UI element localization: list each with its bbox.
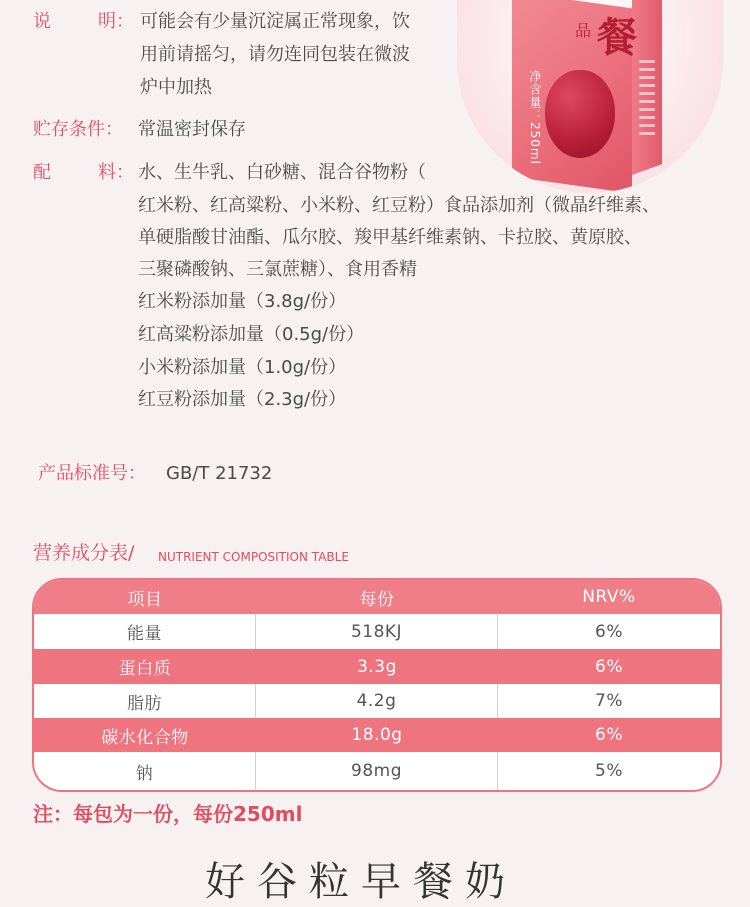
table-cell: 6%: [595, 725, 623, 745]
ingredients-line: 红高粱粉添加量（0.5g/份）: [138, 324, 365, 345]
carton-fine-print: [639, 60, 655, 140]
table-cell: 3.3g: [357, 656, 397, 677]
table-cell: 碳水化合物: [101, 727, 189, 748]
nutrition-table: [32, 578, 722, 792]
table-row: [34, 718, 720, 752]
table-cell: 钠: [34, 752, 256, 790]
standard-label: 产品标准号：: [38, 463, 146, 484]
storage-value: 常温密封保存: [138, 119, 246, 140]
ingredients-label-1: 配: [33, 162, 51, 183]
table-cell: 7%: [595, 691, 623, 711]
table-cell: 4.2g: [256, 684, 498, 718]
carton-brand-char: 餐: [597, 14, 637, 61]
table-cell: 能量: [34, 614, 256, 649]
table-cell: 5%: [595, 761, 623, 781]
description-label-2: 明：: [98, 11, 134, 32]
table-cell: 蛋白质: [118, 659, 172, 679]
table-row: [34, 649, 720, 684]
carton-volume-text: 净含量：250ml: [528, 70, 542, 165]
standard-value: GB/T 21732: [166, 463, 273, 484]
nutrition-title-cn: 营养成分表/: [33, 542, 135, 564]
table-row: [34, 684, 720, 718]
ingredients-line: 水、生牛乳、白砂糖、混合谷物粉（: [138, 162, 426, 183]
table-header-row: [34, 580, 720, 614]
product-image: [457, 0, 723, 193]
table-cell: 6%: [595, 621, 623, 642]
ingredients-label-2: 料：: [98, 162, 134, 183]
storage-label: 贮存条件：: [33, 119, 123, 140]
table-row: [34, 614, 720, 649]
table-header-cell: NRV%: [582, 587, 636, 607]
ingredients-line: 三聚磷酸钠、三氯蔗糖）、食用香精: [138, 259, 417, 280]
ingredients-line: 小米粉添加量（1.0g/份）: [138, 357, 347, 378]
description-line: 用前请摇匀，请勿连同包装在微波: [140, 44, 410, 65]
description-line: 炉中加热: [140, 77, 212, 98]
table-header-cell: 项目: [127, 589, 163, 610]
ingredients-line: 红豆粉添加量（2.3g/份）: [138, 389, 347, 410]
table-cell: 6%: [595, 656, 623, 677]
serving-note: 注：每包为一份，每份250ml: [33, 802, 303, 826]
description-label-1: 说: [33, 11, 51, 32]
carton-small-text: 品: [575, 21, 592, 40]
nutrition-title-en: NUTRIENT COMPOSITION TABLE: [158, 550, 349, 564]
description-line: 可能会有少量沉淀属正常现象，饮: [140, 11, 410, 32]
table-header-cell: 每份: [359, 589, 395, 610]
table-cell: 18.0g: [351, 725, 403, 745]
product-name-title: 好谷粒早餐奶: [205, 859, 517, 905]
red-bean-mascot-icon: [545, 70, 615, 158]
ingredients-line: 单硬脂酸甘油酯、瓜尔胶、羧甲基纤维素钠、卡拉胶、黄原胶、: [138, 227, 642, 248]
table-cell: 518KJ: [256, 614, 498, 649]
table-row: [34, 752, 720, 790]
table-cell: 98mg: [256, 752, 498, 790]
ingredients-line: 红米粉添加量（3.8g/份）: [138, 291, 347, 312]
ingredients-line: 红米粉、红高粱粉、小米粉、红豆粉）食品添加剂（微晶纤维素、: [138, 195, 660, 216]
table-cell: 脂肪: [34, 684, 256, 718]
